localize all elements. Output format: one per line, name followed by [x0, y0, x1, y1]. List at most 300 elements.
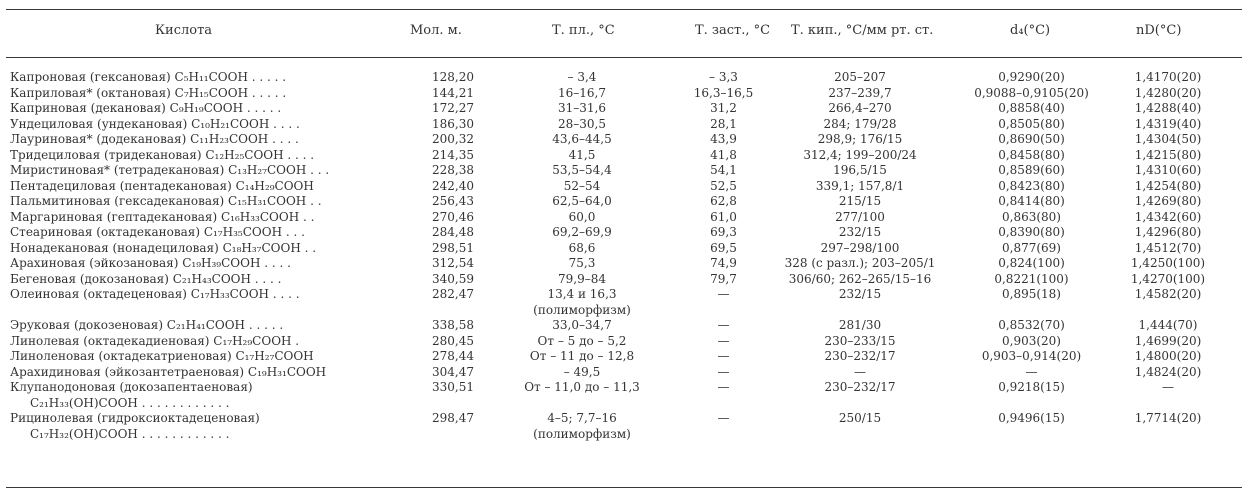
cell-bp	[763, 101, 957, 117]
cell-fp	[684, 179, 763, 195]
cell-n	[1106, 117, 1230, 133]
cell-n	[1106, 194, 1230, 210]
name-value: Арахиновая (эйкозановая) C₁₉H₃₉COOH . . . .	[10, 256, 291, 270]
cell-d	[957, 163, 1106, 179]
table-row	[6, 70, 1230, 86]
fp-value: 28,1	[710, 116, 737, 131]
n-value: 1,4170(20)	[1134, 70, 1202, 84]
cell-mp	[480, 349, 684, 365]
bp-value: —	[854, 364, 866, 379]
cell-name	[6, 70, 402, 86]
fp-value: 69,3	[710, 225, 737, 239]
cell-n	[1106, 101, 1230, 117]
cell-d	[957, 287, 1106, 318]
header-mol-mass: Мол. м.	[410, 23, 462, 38]
d-value: 0,8423(80)	[998, 178, 1065, 193]
table-row	[6, 411, 1230, 442]
mp-value: 31–31,6	[558, 101, 606, 115]
mw-value: 128,20	[432, 70, 474, 84]
fp-value: —	[717, 411, 730, 425]
cell-d	[957, 101, 1106, 117]
mw-value: 270,46	[432, 209, 474, 224]
table-row	[6, 86, 1230, 102]
cell-name	[6, 179, 402, 195]
mw-value: 284,48	[432, 225, 474, 239]
d-value: —	[1025, 364, 1038, 379]
name-value: Пентадециловая (пентадекановая) C₁₄H₂₉COOH	[10, 178, 314, 193]
mp-value: – 49,5	[563, 364, 601, 379]
cell-n	[1106, 225, 1230, 241]
n-value: 1,4699(20)	[1134, 333, 1202, 348]
d-value: 0,9088–0,9105(20)	[974, 85, 1089, 100]
mp-value: 69,2–69,9	[552, 225, 612, 239]
d-value: 0,8505(80)	[998, 116, 1065, 131]
fp-value: —	[717, 287, 730, 301]
cell-d	[957, 318, 1106, 334]
table-row	[6, 365, 1230, 381]
cell-mw	[402, 86, 480, 102]
cell-mw	[402, 225, 480, 241]
cell-n	[1106, 256, 1230, 272]
mp-value: 28–30,5	[558, 116, 606, 131]
mw-value: 186,30	[432, 116, 474, 131]
table-row	[6, 256, 1230, 272]
cell-d	[957, 210, 1106, 226]
cell-fp	[684, 117, 763, 133]
d-value: 0,903(20)	[1002, 333, 1061, 348]
cell-bp	[763, 148, 957, 164]
d-value: 0,8690(50)	[998, 132, 1065, 146]
mp-value: 68,6	[568, 240, 596, 255]
mp-value: – 3,4	[567, 70, 597, 84]
bp-value: 312,4; 199–200/24	[803, 147, 917, 162]
cell-name	[6, 334, 402, 350]
mw-value: 338,58	[432, 318, 474, 332]
mw-value: 144,21	[432, 85, 474, 100]
cell-d	[957, 86, 1106, 102]
n-value: 1,4800(20)	[1134, 349, 1202, 363]
cell-name	[6, 380, 402, 411]
mp-value: 75,3	[568, 256, 596, 270]
d-value: 0,863(80)	[1002, 209, 1061, 224]
n-value: 1,4512(70)	[1134, 240, 1202, 255]
mw-value: 278,44	[432, 349, 474, 363]
cell-n	[1106, 318, 1230, 334]
bp-value: 230–232/17	[824, 349, 896, 363]
table-row	[6, 318, 1230, 334]
name-value-continued: C₁₇H₃₂(OH)COOH . . . . . . . . . . . .	[30, 426, 230, 441]
cell-name	[6, 287, 402, 318]
mp-value-continued: (полиморфизм)	[533, 426, 631, 441]
table-row	[6, 148, 1230, 164]
n-value: 1,4582(20)	[1134, 287, 1202, 301]
cell-bp	[763, 132, 957, 148]
cell-mw	[402, 272, 480, 288]
header-freezing-point: Т. заст., °С	[695, 23, 771, 38]
top-rule	[6, 9, 1242, 10]
cell-name	[6, 365, 402, 381]
cell-d	[957, 241, 1106, 257]
cell-fp	[684, 194, 763, 210]
cell-mp	[480, 225, 684, 241]
n-value: 1,4319(40)	[1134, 116, 1202, 131]
mp-value: 52–54	[563, 178, 601, 193]
header-refractive-index: nD(°С)	[1136, 23, 1182, 38]
bp-value: 339,1; 157,8/1	[815, 178, 905, 193]
cell-n	[1106, 148, 1230, 164]
mp-value: 60,0	[568, 209, 596, 224]
d-value: 0,903–0,914(20)	[981, 349, 1082, 363]
table-row	[6, 132, 1230, 148]
cell-bp	[763, 380, 957, 411]
cell-bp	[763, 349, 957, 365]
mw-value: 214,35	[432, 147, 474, 162]
n-value: 1,4250(100)	[1130, 256, 1206, 270]
mp-value-continued: (полиморфизм)	[533, 302, 631, 317]
d-value: 0,8414(80)	[998, 194, 1065, 208]
table-row	[6, 101, 1230, 117]
name-value: Каприловая* (октановая) C₇H₁₅COOH . . . . .	[10, 85, 287, 100]
cell-fp	[684, 380, 763, 411]
cell-n	[1106, 132, 1230, 148]
mp-value: 33,0–34,7	[552, 318, 612, 332]
fp-value: —	[717, 333, 730, 348]
name-value: Лауриновая* (додекановая) C₁₁H₂₃COOH . . . .	[10, 132, 299, 146]
cell-mw	[402, 334, 480, 350]
bp-value: 215/15	[838, 194, 882, 208]
cell-d	[957, 70, 1106, 86]
cell-mp	[480, 241, 684, 257]
mw-value: 242,40	[432, 178, 474, 193]
mw-value: 298,51	[432, 240, 474, 255]
d-value: 0,8390(80)	[998, 225, 1065, 239]
cell-mp	[480, 318, 684, 334]
cell-bp	[763, 287, 957, 318]
cell-fp	[684, 86, 763, 102]
bp-value: 237–239,7	[828, 85, 892, 100]
table-row	[6, 241, 1230, 257]
bp-value: 306/60; 262–265/15–16	[788, 271, 932, 286]
fp-value: —	[717, 349, 730, 363]
mp-value: 53,5–54,4	[552, 163, 612, 177]
cell-d	[957, 132, 1106, 148]
cell-bp	[763, 163, 957, 179]
fp-value: 31,2	[710, 101, 737, 115]
cell-d	[957, 365, 1106, 381]
cell-d	[957, 411, 1106, 442]
cell-n	[1106, 334, 1230, 350]
cell-name	[6, 101, 402, 117]
mp-value: От – 11,0 до – 11,3	[524, 380, 640, 394]
bp-value: 266,4–270	[828, 101, 892, 115]
fp-value: – 3,3	[709, 70, 738, 84]
d-value: 0,9218(15)	[998, 380, 1065, 394]
table-row	[6, 163, 1230, 179]
cell-mw	[402, 365, 480, 381]
n-value: 1,4342(60)	[1134, 209, 1202, 224]
fp-value: 79,7	[710, 271, 737, 286]
cell-fp	[684, 318, 763, 334]
cell-mp	[480, 287, 684, 318]
d-value: 0,9496(15)	[998, 411, 1065, 425]
cell-name	[6, 210, 402, 226]
cell-name	[6, 411, 402, 442]
bp-value: 277/100	[835, 209, 885, 224]
d-value: 0,8458(80)	[998, 147, 1065, 162]
mw-value: 228,38	[432, 163, 474, 177]
bottom-rule	[6, 487, 1242, 488]
fp-value: 69,5	[710, 240, 737, 255]
n-value: —	[1162, 380, 1174, 394]
cell-mw	[402, 210, 480, 226]
n-value: 1,4296(80)	[1134, 225, 1202, 239]
cell-mw	[402, 163, 480, 179]
cell-mw	[402, 349, 480, 365]
mw-value: 172,27	[432, 101, 474, 115]
name-value-continued: C₂₁H₃₃(OH)COOH . . . . . . . . . . . .	[30, 395, 230, 410]
name-value: Бегеновая (докозановая) C₂₁H₄₃COOH . . . .	[10, 271, 282, 286]
cell-n	[1106, 380, 1230, 411]
d-value: 0,8221(100)	[994, 271, 1069, 286]
table-row	[6, 225, 1230, 241]
name-value: Линоленовая (октадекатриеновая) C₁₇H₂₇COOH	[10, 349, 314, 363]
bp-value: 196,5/15	[833, 163, 887, 177]
table-row	[6, 194, 1230, 210]
mp-value: 62,5–64,0	[552, 194, 612, 208]
n-value: 1,4288(40)	[1134, 101, 1202, 115]
mw-value: 298,47	[432, 411, 474, 425]
table-row	[6, 380, 1230, 411]
bp-value: 298,9; 176/15	[817, 132, 903, 146]
n-value: 1,444(70)	[1138, 318, 1198, 332]
cell-bp	[763, 117, 957, 133]
bp-value: 230–233/15	[824, 333, 896, 348]
cell-mw	[402, 101, 480, 117]
cell-mp	[480, 256, 684, 272]
n-value: 1,4280(20)	[1134, 85, 1202, 100]
cell-d	[957, 179, 1106, 195]
header-acid: Кислота	[155, 23, 213, 38]
cell-bp	[763, 179, 957, 195]
cell-fp	[684, 365, 763, 381]
cell-fp	[684, 241, 763, 257]
cell-name	[6, 241, 402, 257]
cell-mw	[402, 70, 480, 86]
cell-mw	[402, 132, 480, 148]
cell-mp	[480, 132, 684, 148]
cell-mw	[402, 179, 480, 195]
table-row	[6, 210, 1230, 226]
cell-bp	[763, 256, 957, 272]
n-value: 1,7714(20)	[1134, 411, 1202, 425]
cell-n	[1106, 287, 1230, 318]
name-value: Пальмитиновая (гексадекановая) C₁₅H₃₁COOH . .	[10, 194, 322, 208]
cell-mp	[480, 334, 684, 350]
table-row	[6, 179, 1230, 195]
table-row	[6, 349, 1230, 365]
cell-d	[957, 349, 1106, 365]
d-value: 0,9290(20)	[998, 70, 1065, 84]
cell-mp	[480, 411, 684, 442]
cell-mp	[480, 272, 684, 288]
cell-mw	[402, 411, 480, 442]
cell-bp	[763, 241, 957, 257]
n-value: 1,4310(60)	[1134, 163, 1202, 177]
cell-fp	[684, 411, 763, 442]
cell-name	[6, 225, 402, 241]
mp-value: 16–16,7	[558, 85, 606, 100]
name-value: Эруковая (докозеновая) C₂₁H₄₁COOH . . . . .	[10, 318, 284, 332]
cell-mw	[402, 148, 480, 164]
name-value: Олеиновая (октадеценовая) C₁₇H₃₃COOH . . . .	[10, 287, 300, 301]
acids-table	[6, 70, 1230, 442]
cell-d	[957, 194, 1106, 210]
fp-value: —	[717, 380, 730, 394]
d-value: 0,8589(60)	[998, 163, 1065, 177]
d-value: 0,824(100)	[998, 256, 1065, 270]
cell-name	[6, 349, 402, 365]
n-value: 1,4304(50)	[1134, 132, 1202, 146]
n-value: 1,4270(100)	[1130, 271, 1206, 286]
fp-value: —	[717, 318, 730, 332]
cell-bp	[763, 194, 957, 210]
cell-mp	[480, 194, 684, 210]
bp-value: 297–298/100	[820, 240, 900, 255]
fp-value: 43,9	[710, 132, 737, 146]
cell-name	[6, 272, 402, 288]
mw-value: 280,45	[432, 333, 474, 348]
cell-mw	[402, 194, 480, 210]
fp-value: 62,8	[710, 194, 737, 208]
cell-d	[957, 272, 1106, 288]
bp-value: 230–232/17	[824, 380, 896, 394]
mw-value: 330,51	[432, 380, 474, 394]
cell-name	[6, 318, 402, 334]
header-density: d₄(°С)	[1010, 23, 1051, 38]
cell-bp	[763, 70, 957, 86]
cell-mw	[402, 318, 480, 334]
cell-mp	[480, 101, 684, 117]
mw-value: 312,54	[432, 256, 474, 270]
cell-fp	[684, 148, 763, 164]
name-value: Миристиновая* (тетрадекановая) C₁₃H₂₇COOH . . .	[10, 163, 330, 177]
bp-value: 232/15	[838, 287, 882, 301]
cell-fp	[684, 210, 763, 226]
cell-bp	[763, 210, 957, 226]
cell-mp	[480, 365, 684, 381]
bp-value: 205–207	[834, 70, 886, 84]
cell-d	[957, 225, 1106, 241]
name-value: Арахидиновая (эйкозантетраеновая) C₁₉H₃₁COOH	[10, 364, 327, 379]
cell-n	[1106, 163, 1230, 179]
cell-mp	[480, 380, 684, 411]
cell-bp	[763, 334, 957, 350]
fp-value: 54,1	[710, 163, 737, 177]
table-row	[6, 334, 1230, 350]
cell-n	[1106, 241, 1230, 257]
name-value: Линолевая (октадекадиеновая) C₁₇H₂₉COOH .	[10, 333, 300, 348]
n-value: 1,4254(80)	[1134, 178, 1202, 193]
cell-fp	[684, 334, 763, 350]
mw-value: 304,47	[432, 364, 474, 379]
cell-fp	[684, 256, 763, 272]
cell-fp	[684, 272, 763, 288]
fp-value: 41,8	[710, 147, 737, 162]
name-value: Каприновая (декановая) C₉H₁₉COOH . . . . .	[10, 101, 282, 115]
mp-value: 43,6–44,5	[552, 132, 612, 146]
n-value: 1,4269(80)	[1134, 194, 1202, 208]
cell-fp	[684, 101, 763, 117]
table-row	[6, 272, 1230, 288]
mw-value: 256,43	[432, 194, 474, 208]
fp-value: —	[717, 364, 730, 379]
cell-name	[6, 117, 402, 133]
mp-value: От – 5 до – 5,2	[537, 333, 627, 348]
mp-value: 13,4 и 16,3	[547, 287, 617, 301]
mw-value: 282,47	[432, 287, 474, 301]
name-value: Ундециловая (ундекановая) C₁₀H₂₁COOH . . . .	[10, 116, 300, 131]
cell-mp	[480, 163, 684, 179]
cell-fp	[684, 349, 763, 365]
d-value: 0,895(18)	[1002, 287, 1061, 301]
cell-n	[1106, 349, 1230, 365]
header-boiling-point: Т. кип., °С/мм рт. ст.	[791, 23, 934, 38]
n-value: 1,4824(20)	[1134, 364, 1202, 379]
bp-value: 250/15	[838, 411, 882, 425]
mw-value: 200,32	[432, 132, 474, 146]
fp-value: 16,3–16,5	[693, 85, 754, 100]
cell-d	[957, 148, 1106, 164]
d-value: 0,8858(40)	[998, 101, 1065, 115]
cell-bp	[763, 225, 957, 241]
cell-bp	[763, 411, 957, 442]
cell-mw	[402, 117, 480, 133]
cell-name	[6, 194, 402, 210]
name-value: Нонадекановая (нонадециловая) C₁₈H₃₇COOH . .	[10, 240, 317, 255]
d-value: 0,877(69)	[1002, 240, 1061, 255]
bp-value: 232/15	[838, 225, 882, 239]
cell-name	[6, 256, 402, 272]
cell-d	[957, 256, 1106, 272]
cell-n	[1106, 411, 1230, 442]
d-value: 0,8532(70)	[998, 318, 1065, 332]
name-value: Маргариновая (гептадекановая) C₁₆H₃₃COOH . .	[10, 209, 315, 224]
cell-fp	[684, 132, 763, 148]
cell-fp	[684, 225, 763, 241]
cell-mp	[480, 117, 684, 133]
name-value: Тридециловая (тридекановая) C₁₂H₂₅COOH . . . .	[10, 147, 315, 162]
fp-value: 74,9	[710, 256, 737, 270]
cell-n	[1106, 210, 1230, 226]
cell-n	[1106, 86, 1230, 102]
bp-value: 284; 179/28	[823, 116, 897, 131]
cell-mp	[480, 148, 684, 164]
cell-fp	[684, 70, 763, 86]
cell-n	[1106, 179, 1230, 195]
cell-mw	[402, 380, 480, 411]
cell-n	[1106, 272, 1230, 288]
table-row	[6, 287, 1230, 318]
name-value: Клупанодоновая (докозапентаеновая)	[10, 380, 253, 394]
cell-bp	[763, 86, 957, 102]
cell-mp	[480, 210, 684, 226]
cell-fp	[684, 163, 763, 179]
cell-mw	[402, 256, 480, 272]
cell-mw	[402, 287, 480, 318]
mw-value: 340,59	[432, 271, 474, 286]
cell-d	[957, 380, 1106, 411]
bp-value: 328 (с разл.); 203–205/1	[784, 256, 936, 270]
